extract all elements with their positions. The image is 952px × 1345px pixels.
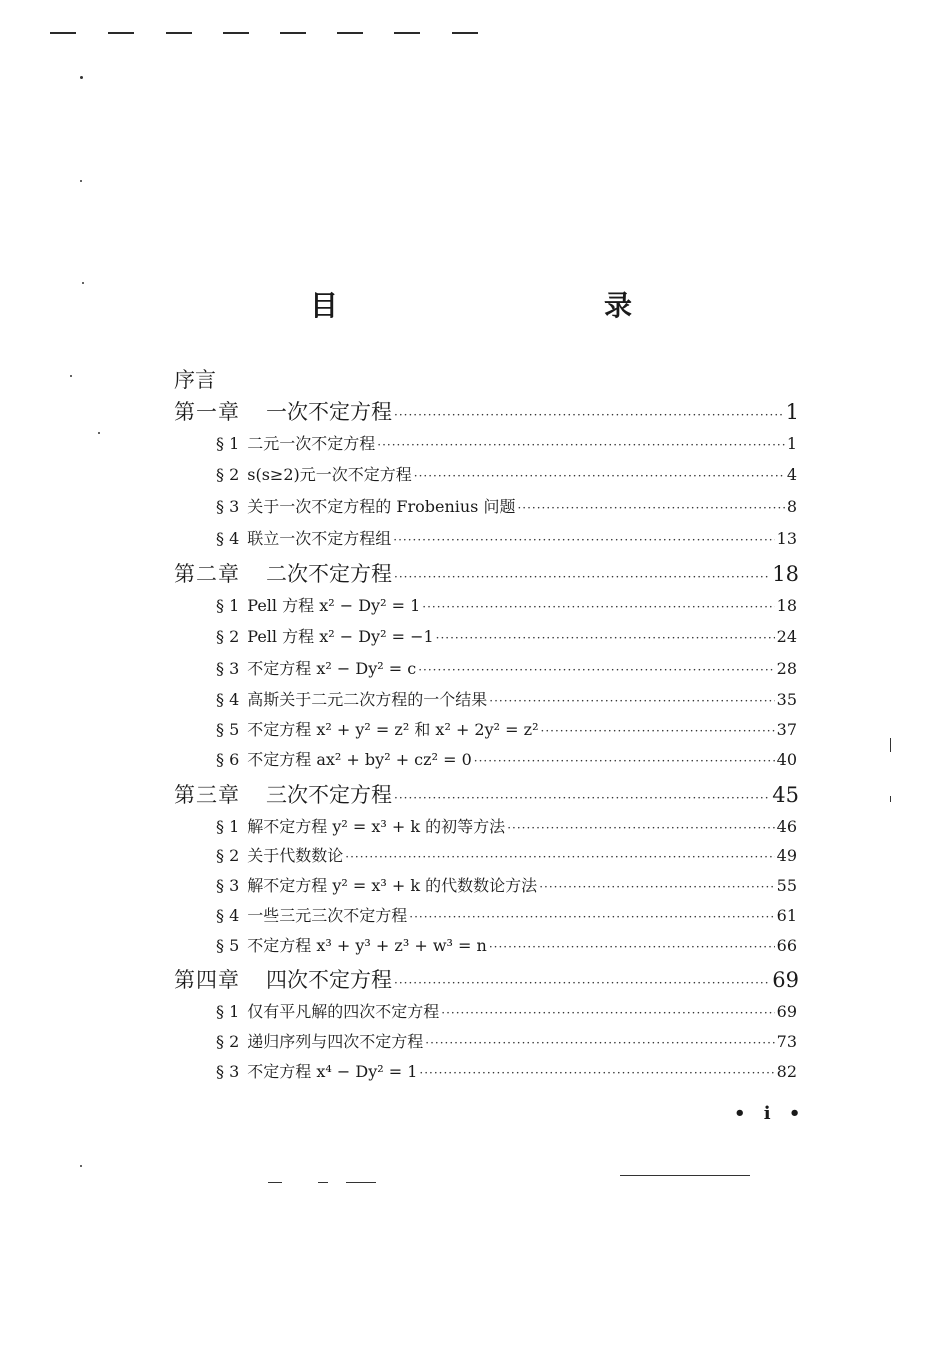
toc-section-title: 关于一次不定方程的 Frobenius 问题 (247, 497, 516, 516)
toc-section-title: Pell 方程 x² − Dy² = 1 (247, 596, 421, 615)
dot-leader (409, 910, 774, 924)
toc-section-title: 关于代数数论 (247, 846, 344, 865)
toc-section[interactable] (216, 717, 797, 740)
toc-section-number: § 3 (216, 1062, 240, 1081)
toc-section[interactable] (216, 462, 797, 485)
toc-section-title: 解不定方程 y² = x³ + k 的代数数论方法 (247, 876, 538, 895)
toc-page-number: 82 (776, 1062, 797, 1081)
dot-leader (418, 663, 774, 677)
dot-leader (394, 976, 770, 990)
toc-section-title: 递归序列与四次不定方程 (247, 1032, 424, 1051)
toc-section-title: 解不定方程 y² = x³ + k 的初等方法 (247, 817, 506, 836)
toc-section-title: Pell 方程 x² − Dy² = −1 (247, 627, 434, 646)
scan-speck (98, 432, 100, 434)
toc-page-number: 66 (776, 936, 797, 955)
toc-section[interactable] (216, 747, 797, 770)
scan-dash (108, 32, 134, 34)
scan-speck (80, 76, 83, 79)
toc-section[interactable] (216, 656, 797, 679)
toc-page-number: 24 (776, 627, 797, 646)
scan-dash (50, 32, 76, 34)
scan-dash (280, 32, 306, 34)
scan-speck (80, 1165, 82, 1167)
toc-chapter-number: 第一章 (174, 400, 240, 424)
dot-leader (393, 533, 774, 547)
toc-preface-label: 序言 (174, 368, 216, 392)
toc-section[interactable] (216, 933, 797, 956)
scan-dash (394, 32, 420, 34)
toc-page-number: 8 (786, 497, 797, 516)
toc-page-number: 69 (776, 1002, 797, 1021)
toc-section-number: § 3 (216, 497, 240, 516)
toc-page-number: 4 (786, 465, 797, 484)
dot-leader (436, 631, 775, 645)
dot-leader (489, 940, 775, 954)
toc-section-number: § 4 (216, 529, 240, 548)
toc-section-title: 仅有平凡解的四次不定方程 (247, 1002, 440, 1021)
toc-page-number: 49 (776, 846, 797, 865)
toc-page-number: 40 (776, 750, 797, 769)
scan-speck (80, 180, 82, 182)
toc-page-number: 55 (776, 876, 797, 895)
toc-section-title: 不定方程 x² − Dy² = c (247, 659, 417, 678)
page-folio: • i • (734, 1103, 807, 1124)
toc-chapter-title: 二次不定方程 (266, 562, 392, 586)
toc-section-number: § 2 (216, 846, 240, 865)
toc-section[interactable] (216, 1029, 797, 1052)
toc-section-number: § 6 (216, 750, 240, 769)
dot-leader (541, 724, 775, 738)
dot-leader (345, 850, 774, 864)
dot-leader (507, 821, 774, 835)
dot-leader (474, 754, 775, 768)
toc-page-number: 69 (772, 968, 799, 992)
toc-chapter[interactable] (174, 558, 799, 588)
toc-section-number: § 4 (216, 906, 240, 925)
toc-section-title: 二元一次不定方程 (247, 434, 376, 453)
toc-page-number: 18 (776, 596, 797, 615)
toc-section-number: § 1 (216, 434, 240, 453)
toc-section[interactable] (216, 593, 797, 616)
toc-section-number: § 2 (216, 1032, 240, 1051)
dot-leader (394, 570, 770, 584)
toc-section[interactable] (216, 1059, 797, 1082)
toc-section[interactable] (216, 687, 797, 710)
toc-page-number: 73 (776, 1032, 797, 1051)
scan-dash (337, 32, 363, 34)
dot-leader (517, 501, 784, 515)
toc-section-title: 联立一次不定方程组 (247, 529, 392, 548)
scan-dash (223, 32, 249, 34)
dot-leader (394, 408, 784, 422)
toc-chapter[interactable] (174, 779, 799, 809)
toc-page-number: 13 (776, 529, 797, 548)
toc-section-number: § 3 (216, 876, 240, 895)
toc-section-number: § 5 (216, 936, 240, 955)
toc-section[interactable] (216, 431, 797, 454)
scan-dash (166, 32, 192, 34)
toc-chapter[interactable] (174, 396, 799, 426)
toc-page-number: 37 (776, 720, 797, 739)
dot-leader (489, 694, 774, 708)
toc-section[interactable] (216, 526, 797, 549)
toc-section[interactable] (216, 843, 797, 866)
toc-page-number: 1 (786, 434, 797, 453)
scan-speck (890, 738, 891, 752)
toc-chapter-title: 三次不定方程 (266, 783, 392, 807)
toc-section[interactable] (216, 624, 797, 647)
toc-section-title: 不定方程 ax² + by² + cz² = 0 (247, 750, 472, 769)
toc-section-number: § 3 (216, 659, 240, 678)
dot-leader (394, 791, 770, 805)
toc-section-title: 高斯关于二元二次方程的一个结果 (247, 690, 488, 709)
toc-section-number: § 1 (216, 1002, 240, 1021)
toc-section-title: 不定方程 x³ + y³ + z³ + w³ = n (247, 936, 487, 955)
toc-page-number: 28 (776, 659, 797, 678)
toc-chapter-number: 第二章 (174, 562, 240, 586)
dot-leader (414, 469, 785, 483)
toc-section-title: 不定方程 x⁴ − Dy² = 1 (247, 1062, 418, 1081)
toc-section[interactable] (216, 903, 797, 926)
toc-section-number: § 1 (216, 817, 240, 836)
toc-section-number: § 5 (216, 720, 240, 739)
toc-page-number: 18 (772, 562, 799, 586)
toc-chapter-title: 一次不定方程 (266, 400, 392, 424)
toc-section-number: § 4 (216, 690, 240, 709)
toc-section[interactable] (216, 873, 797, 896)
dot-leader (377, 438, 785, 452)
toc-section-title: s(s≥2)元一次不定方程 (247, 465, 412, 484)
toc-chapter[interactable] (174, 964, 799, 994)
toc-section-number: § 2 (216, 627, 240, 646)
scan-rule (318, 1182, 328, 1183)
dot-leader (419, 1066, 774, 1080)
toc-page-number: 35 (776, 690, 797, 709)
page-title: 目 录 (309, 289, 702, 322)
scan-speck (890, 796, 891, 802)
toc-section-number: § 2 (216, 465, 240, 484)
scan-rule (268, 1182, 282, 1183)
dot-leader (425, 1036, 774, 1050)
toc-section[interactable] (216, 999, 797, 1022)
toc-section-title: 不定方程 x² + y² = z² 和 x² + 2y² = z² (247, 720, 539, 739)
toc-page-number: 46 (776, 817, 797, 836)
toc-chapter-number: 第三章 (174, 783, 240, 807)
scan-dash (452, 32, 478, 34)
toc-page-number: 61 (776, 906, 797, 925)
scan-speck (70, 375, 72, 377)
toc-section[interactable] (216, 814, 797, 837)
toc-page-number: 45 (772, 783, 799, 807)
dot-leader (539, 880, 774, 894)
dot-leader (441, 1006, 774, 1020)
toc-section-title: 一些三元三次不定方程 (247, 906, 408, 925)
toc-chapter-number: 第四章 (174, 968, 240, 992)
toc-section-number: § 1 (216, 596, 240, 615)
toc-page-number: 1 (785, 400, 799, 424)
dot-leader (422, 600, 774, 614)
toc-preface[interactable] (174, 364, 216, 394)
scan-rule (620, 1175, 750, 1176)
toc-section[interactable] (216, 494, 797, 517)
toc-chapter-title: 四次不定方程 (266, 968, 392, 992)
scan-rule (346, 1182, 376, 1183)
